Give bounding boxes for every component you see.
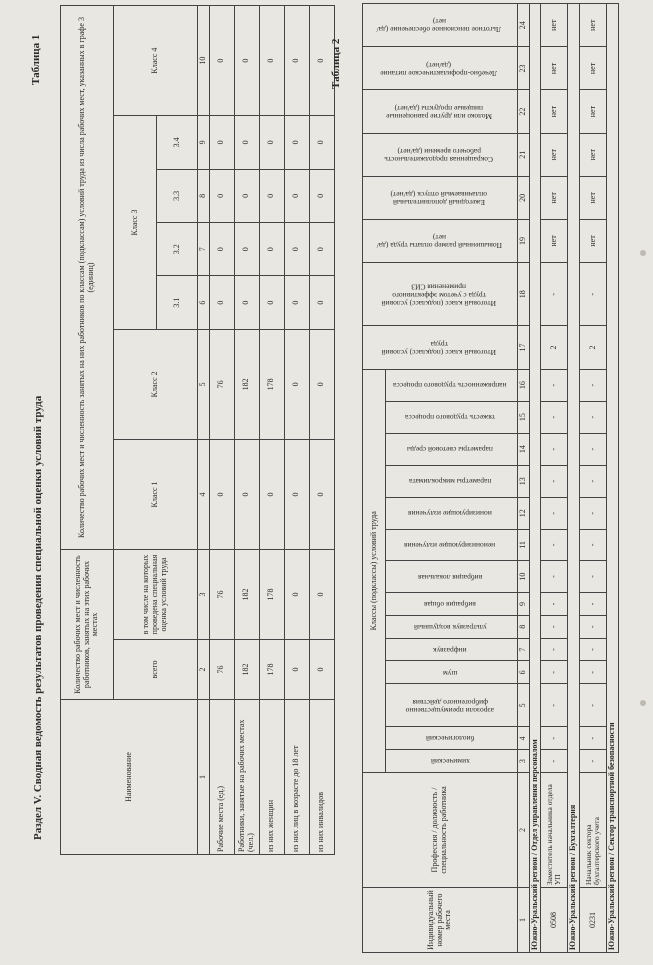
t2-cell: -: [580, 661, 607, 684]
t1-cell: 0: [284, 439, 309, 549]
punch-hole: [640, 700, 646, 706]
table1-label: Таблица 1: [30, 34, 42, 85]
t1-num: 8: [198, 169, 210, 222]
t2-group-title: Южно-Уральский регион / Сектор транспортной безопасности: [607, 4, 619, 953]
t2-header-factor: ультразвук воздушный: [386, 615, 518, 638]
t1-cell: 0: [234, 223, 259, 276]
t1-cell: 0: [209, 439, 234, 549]
t2-cell: -: [541, 465, 568, 497]
t2-cell: -: [580, 401, 607, 433]
t1-cell: 0: [309, 169, 334, 222]
t2-num: 20: [517, 176, 529, 219]
t1-cell: 0: [284, 550, 309, 640]
section-title: Раздел V. Сводная ведомость результатов проведения специальной оценки условий труда: [32, 395, 44, 840]
t2-cell: нет: [580, 176, 607, 219]
t1-cell: 0: [309, 329, 334, 439]
t1-row-name: Работники, занятые на рабочих местах (чел.): [234, 700, 259, 855]
summary-table: [60, 5, 335, 855]
t1-data-row: [284, 6, 309, 855]
t2-header-factor: аэрозоли преимущественно фиброгенного действия: [386, 684, 518, 727]
t2-num: 6: [517, 661, 529, 684]
t1-cell: 0: [234, 6, 259, 116]
t1-cell: 0: [209, 169, 234, 222]
t2-num: 23: [517, 47, 529, 90]
t1-row-name: из них инвалидов: [309, 700, 334, 855]
t2-header-factor: вибрация локальная: [386, 561, 518, 593]
t1-header-name: Наименование: [61, 700, 198, 855]
t1-cell: 0: [309, 276, 334, 329]
t2-cell: -: [541, 561, 568, 593]
table2-label: Таблица 2: [330, 38, 342, 89]
t2-header-factor: шум: [386, 661, 518, 684]
t1-cell: 0: [259, 276, 284, 329]
t2-cell: нет: [580, 219, 607, 262]
t2-row-id: 0508: [541, 888, 568, 953]
t2-header-factor: напряженность трудового процесса: [386, 369, 518, 401]
t1-cell: 0: [284, 169, 309, 222]
punch-hole: [640, 250, 646, 256]
t1-header-3-3: 3.3: [157, 169, 198, 222]
t2-cell: -: [580, 615, 607, 638]
t2-cell: -: [541, 529, 568, 560]
t2-number-row: [517, 4, 529, 953]
t2-cell: -: [580, 684, 607, 727]
t1-data-row: [234, 6, 259, 855]
t2-cell: -: [541, 638, 568, 661]
t2-cell: нет: [541, 4, 568, 47]
t2-header-final-siz: Итоговый класс (подкласс) условий труда с учетом эффективного применения СИЗ: [363, 263, 518, 326]
t1-num: 10: [198, 6, 210, 116]
t2-cell: 2: [580, 326, 607, 369]
t2-cell: нет: [541, 47, 568, 90]
t2-header-final: Итоговый класс (подкласс) условий труда: [363, 326, 518, 369]
t2-cell: -: [541, 593, 568, 616]
t1-num: 6: [198, 276, 210, 329]
t1-cell: 182: [234, 550, 259, 640]
t1-cell: 178: [259, 329, 284, 439]
t1-header-class3: Класс 3: [114, 116, 157, 330]
t2-cell: нет: [541, 90, 568, 133]
t2-header-factor: биологический: [386, 727, 518, 750]
t1-cell: 0: [284, 640, 309, 700]
t2-cell: -: [541, 661, 568, 684]
t2-num: 11: [517, 529, 529, 560]
t1-cell: 0: [209, 116, 234, 169]
t2-row-prof: Заместитель начальника отдела УП: [541, 773, 568, 888]
t1-cell: 182: [234, 329, 259, 439]
t2-cell: нет: [580, 90, 607, 133]
t1-cell: 76: [209, 329, 234, 439]
t2-cell: нет: [580, 47, 607, 90]
t1-cell: 0: [284, 6, 309, 116]
t2-cell: 2: [541, 326, 568, 369]
t2-row-prof: Начальник сектора бухгалтерского учета: [580, 773, 607, 888]
t2-cell: -: [580, 369, 607, 401]
t2-num: 9: [517, 593, 529, 616]
workplace-table: [362, 3, 619, 953]
t1-cell: 0: [234, 116, 259, 169]
t2-num: 21: [517, 133, 529, 176]
t2-header-pay: Повышенный размер оплаты труда (да/нет): [363, 219, 518, 262]
t2-row-id: 0231: [580, 888, 607, 953]
t1-cell: 76: [209, 640, 234, 700]
t1-header-3-4: 3.4: [157, 116, 198, 169]
t2-group-title: Южно-Уральский регион / Отдел управления персоналом: [529, 4, 541, 953]
t2-header-classes: Классы (подклассы) условий труда: [363, 369, 386, 772]
t2-cell: -: [580, 727, 607, 750]
t2-num: 19: [517, 219, 529, 262]
t2-header-factor: инфразвук: [386, 638, 518, 661]
t1-cell: 0: [284, 223, 309, 276]
t2-header-factor: вибрация общая: [386, 593, 518, 616]
t1-cell: 0: [309, 6, 334, 116]
t1-cell: 0: [234, 276, 259, 329]
t2-cell: нет: [580, 4, 607, 47]
t1-cell: 0: [209, 6, 234, 116]
t1-cell: 0: [309, 223, 334, 276]
t2-cell: -: [580, 433, 607, 465]
t2-num: 22: [517, 90, 529, 133]
t1-num: 1: [198, 700, 210, 855]
t2-header-leave: Ежегодный дополнительный оплачиваемый отпуск (да/нет): [363, 176, 518, 219]
t2-cell: нет: [580, 133, 607, 176]
t2-cell: -: [541, 401, 568, 433]
t1-cell: 0: [259, 116, 284, 169]
t1-cell: 0: [309, 439, 334, 549]
t2-num: 1: [517, 888, 529, 953]
t1-num: 5: [198, 329, 210, 439]
t1-cell: 0: [259, 223, 284, 276]
t2-header-id: Индивидуальный номер рабочего места: [363, 888, 518, 953]
t2-num: 10: [517, 561, 529, 593]
t1-header-total: всего: [114, 640, 198, 700]
t1-cell: 0: [309, 640, 334, 700]
t2-num: 7: [517, 638, 529, 661]
t2-cell: -: [580, 750, 607, 773]
t2-cell: -: [580, 593, 607, 616]
t1-header-incl: в том числе на которых проведена специальная оценка условий труда: [114, 550, 198, 640]
t1-cell: 0: [259, 439, 284, 549]
t2-cell: нет: [541, 176, 568, 219]
t2-cell: -: [580, 529, 607, 560]
t1-cell: 178: [259, 550, 284, 640]
t2-cell: -: [541, 615, 568, 638]
t2-num: 2: [517, 773, 529, 888]
t1-header-3-2: 3.2: [157, 223, 198, 276]
t1-num: 3: [198, 550, 210, 640]
t2-cell: -: [541, 369, 568, 401]
t1-header-count-group: Количество рабочих мест и численность работников, занятых на этих рабочих местах: [61, 550, 114, 700]
t1-row-name: Рабочие места (ед.): [209, 700, 234, 855]
t2-header-pension: Льготное пенсионное обеспечение (да/нет): [363, 4, 518, 47]
t2-cell: -: [541, 433, 568, 465]
t2-num: 17: [517, 326, 529, 369]
t2-num: 13: [517, 465, 529, 497]
t1-num: 9: [198, 116, 210, 169]
t1-cell: 0: [234, 439, 259, 549]
t1-number-row: [198, 6, 210, 855]
t1-data-row: [209, 6, 234, 855]
t1-num: 4: [198, 439, 210, 549]
t2-num: 3: [517, 750, 529, 773]
t2-num: 12: [517, 497, 529, 529]
t1-cell: 182: [234, 640, 259, 700]
t2-data-row: [580, 4, 607, 953]
t2-cell: -: [541, 263, 568, 326]
t1-data-row: [309, 6, 334, 855]
t1-cell: 0: [209, 223, 234, 276]
t2-cell: -: [580, 561, 607, 593]
t2-num: 16: [517, 369, 529, 401]
t2-num: 5: [517, 684, 529, 727]
t1-cell: 0: [309, 116, 334, 169]
t2-cell: -: [580, 465, 607, 497]
t2-cell: -: [580, 638, 607, 661]
t2-num: 18: [517, 263, 529, 326]
t2-num: 14: [517, 433, 529, 465]
t1-cell: 0: [209, 276, 234, 329]
t2-header-food: Лечебно-профилактическое питание (да/нет): [363, 47, 518, 90]
t2-num: 15: [517, 401, 529, 433]
t2-cell: -: [580, 497, 607, 529]
t2-header-prof: Профессия / должность / специальность работника: [363, 773, 518, 888]
t1-data-row: [259, 6, 284, 855]
t2-cell: -: [541, 497, 568, 529]
t2-header-factor: химический: [386, 750, 518, 773]
t2-cell: нет: [541, 219, 568, 262]
t2-cell: -: [580, 263, 607, 326]
t1-cell: 0: [234, 169, 259, 222]
t1-header-class-group: Количество рабочих мест и численность занятых на них работников по классам (подклассам) условий труда из числа рабочих мест, указанных в графе 3 (единиц): [61, 6, 114, 550]
t2-num: 4: [517, 727, 529, 750]
t2-header-hours: Сокращенная продолжительность рабочего времени (да/нет): [363, 133, 518, 176]
t2-num: 24: [517, 4, 529, 47]
t2-cell: -: [541, 750, 568, 773]
t2-header-factor: параметры микроклимата: [386, 465, 518, 497]
t2-cell: -: [541, 727, 568, 750]
t1-cell: 0: [259, 169, 284, 222]
t1-header-class1: Класс 1: [114, 439, 198, 549]
t2-header-factor: неионизирующие излучения: [386, 529, 518, 560]
t1-cell: 76: [209, 550, 234, 640]
t2-header-factor: параметры световой среды: [386, 433, 518, 465]
t2-group-title: Южно-Уральский регион / Бухгалтерия: [568, 4, 580, 953]
t1-row-name: из них женщин: [259, 700, 284, 855]
t2-header-milk: Молоко или другие равноценные пищевые продукты (да/нет): [363, 90, 518, 133]
t1-header-class4: Класс 4: [114, 6, 198, 116]
t1-cell: 0: [284, 329, 309, 439]
t1-cell: 0: [259, 6, 284, 116]
t1-header-3-1: 3.1: [157, 276, 198, 329]
t1-cell: 178: [259, 640, 284, 700]
t1-cell: 0: [309, 550, 334, 640]
t2-header-factor: ионизирующие излучения: [386, 497, 518, 529]
t2-data-row: [541, 4, 568, 953]
t1-cell: 0: [284, 276, 309, 329]
t1-header-class2: Класс 2: [114, 329, 198, 439]
t1-row-name: из них лиц в возрасте до 18 лет: [284, 700, 309, 855]
t2-cell: нет: [541, 133, 568, 176]
t2-num: 8: [517, 615, 529, 638]
t1-num: 2: [198, 640, 210, 700]
t2-cell: -: [541, 684, 568, 727]
t1-cell: 0: [284, 116, 309, 169]
t1-num: 7: [198, 223, 210, 276]
t2-header-factor: тяжесть трудового процесса: [386, 401, 518, 433]
